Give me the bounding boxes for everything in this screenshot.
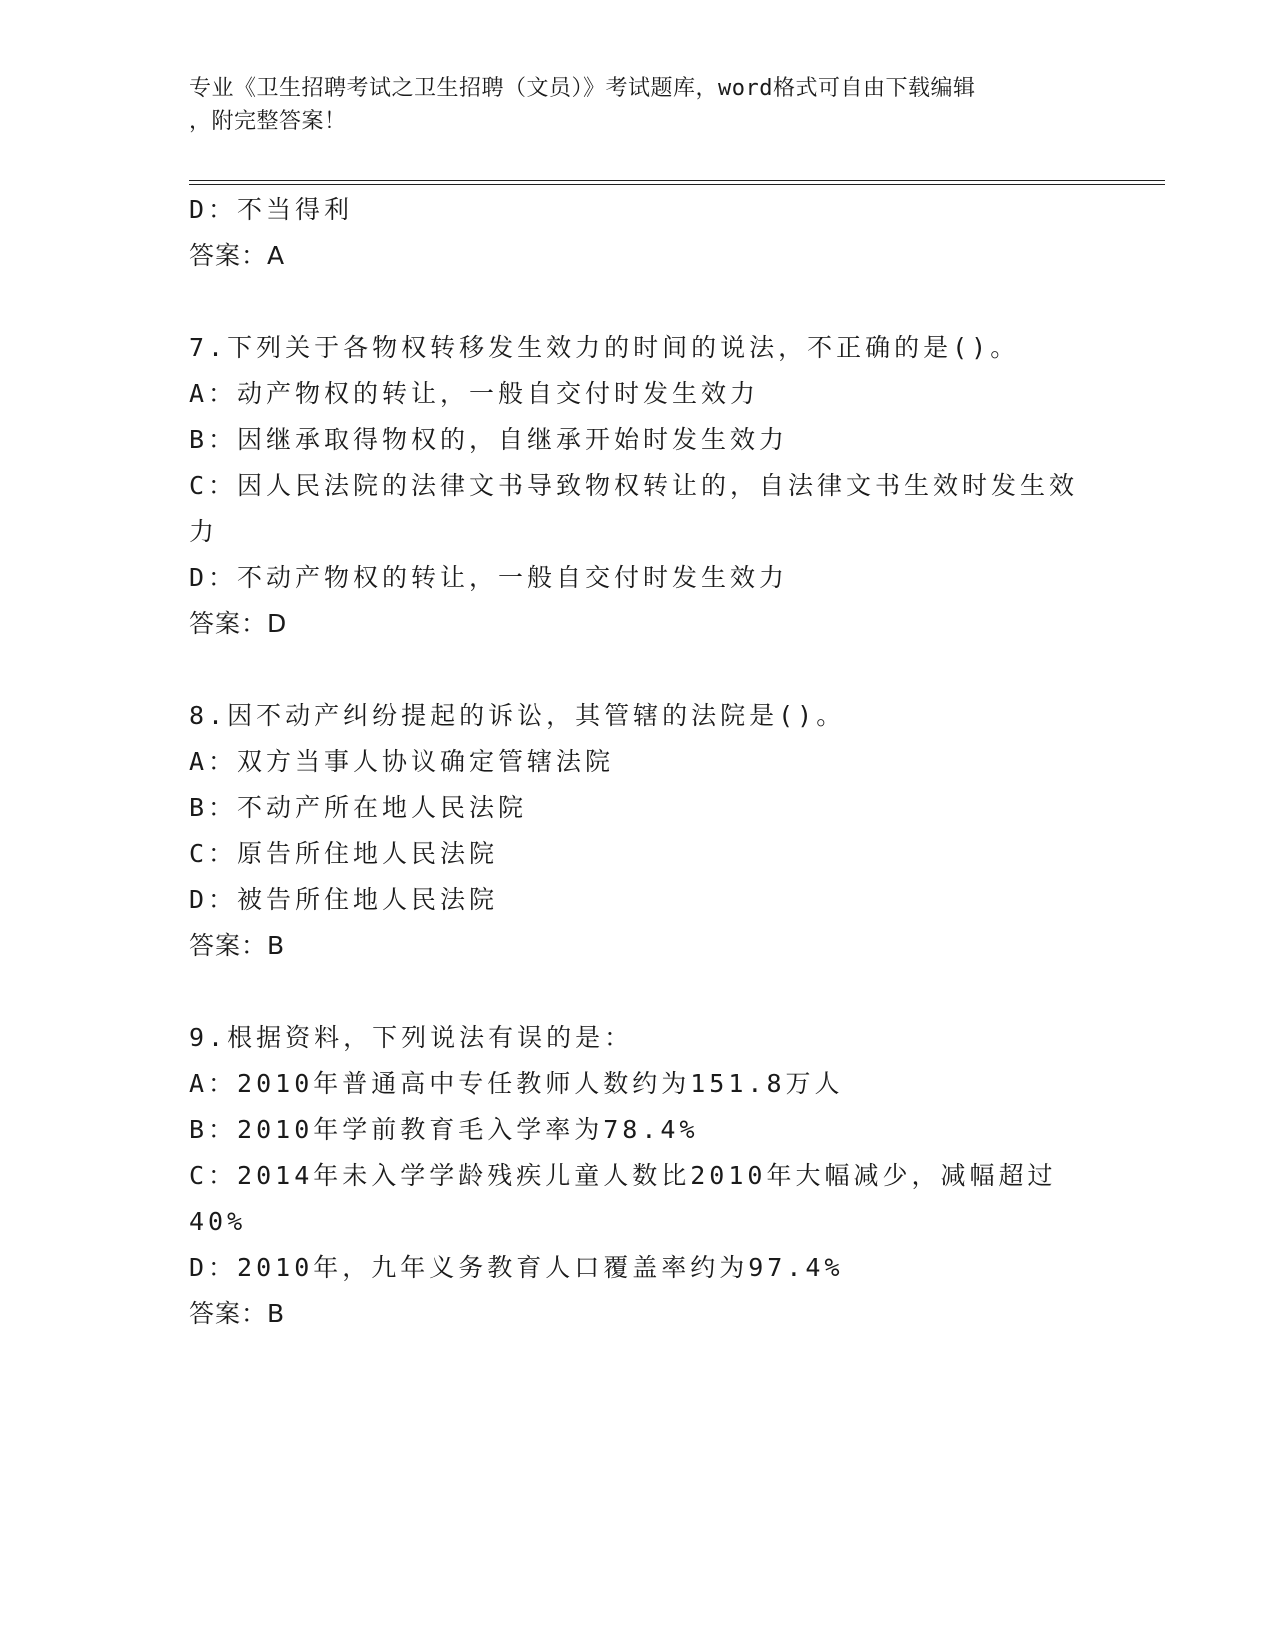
answer-line: 答案：A — [189, 241, 286, 270]
question-block-8 — [189, 693, 1089, 969]
option-d: D：不当得利 — [189, 195, 354, 224]
option-a: A：动产物权的转让，一般自交付时发生效力 — [189, 379, 760, 408]
option-d: D：不动产物权的转让，一般自交付时发生效力 — [189, 563, 789, 592]
question-block-7 — [189, 325, 1089, 647]
question-block-9 — [189, 1015, 1089, 1337]
option-a: A：2010年普通高中专任教师人数约为151.8万人 — [189, 1069, 844, 1098]
header-divider-top — [189, 180, 1165, 181]
answer-line: 答案：B — [189, 1299, 286, 1328]
option-b: B：不动产所在地人民法院 — [189, 793, 528, 822]
answer-line: 答案：B — [189, 931, 286, 960]
header-line-2: ，附完整答案！ — [189, 109, 347, 134]
question-list — [189, 187, 1089, 1337]
question-block-6-tail — [189, 187, 1089, 279]
header-divider-bottom — [189, 184, 1165, 185]
option-c: C：原告所住地人民法院 — [189, 839, 499, 868]
option-b: B：2010年学前教育毛入学率为78.4% — [189, 1115, 699, 1144]
question-stem: 7.下列关于各物权转移发生效力的时间的说法，不正确的是()。 — [189, 333, 1020, 362]
option-a: A：双方当事人协议确定管辖法院 — [189, 747, 615, 776]
question-stem: 9.根据资料，下列说法有误的是： — [189, 1023, 634, 1052]
option-b: B：因继承取得物权的，自继承开始时发生效力 — [189, 425, 789, 454]
option-c-line-1: C：因人民法院的法律文书导致物权转让的，自法律文书生效时发生效 — [189, 471, 1079, 500]
option-d: D：被告所住地人民法院 — [189, 885, 499, 914]
option-c-line-1: C：2014年未入学学龄残疾儿童人数比2010年大幅减少，减幅超过 — [189, 1161, 1057, 1190]
answer-line: 答案：D — [189, 609, 288, 638]
option-c-line-2: 40% — [189, 1207, 247, 1236]
option-c-line-2: 力 — [189, 517, 219, 546]
header-line-1: 专业《卫生招聘考试之卫生招聘（文员）》考试题库，word格式可自由下载编辑 — [189, 76, 976, 101]
page-header — [189, 72, 1089, 138]
option-d: D：2010年，九年义务教育人口覆盖率约为97.4% — [189, 1253, 844, 1282]
question-stem: 8.因不动产纠纷提起的诉讼，其管辖的法院是()。 — [189, 701, 846, 730]
